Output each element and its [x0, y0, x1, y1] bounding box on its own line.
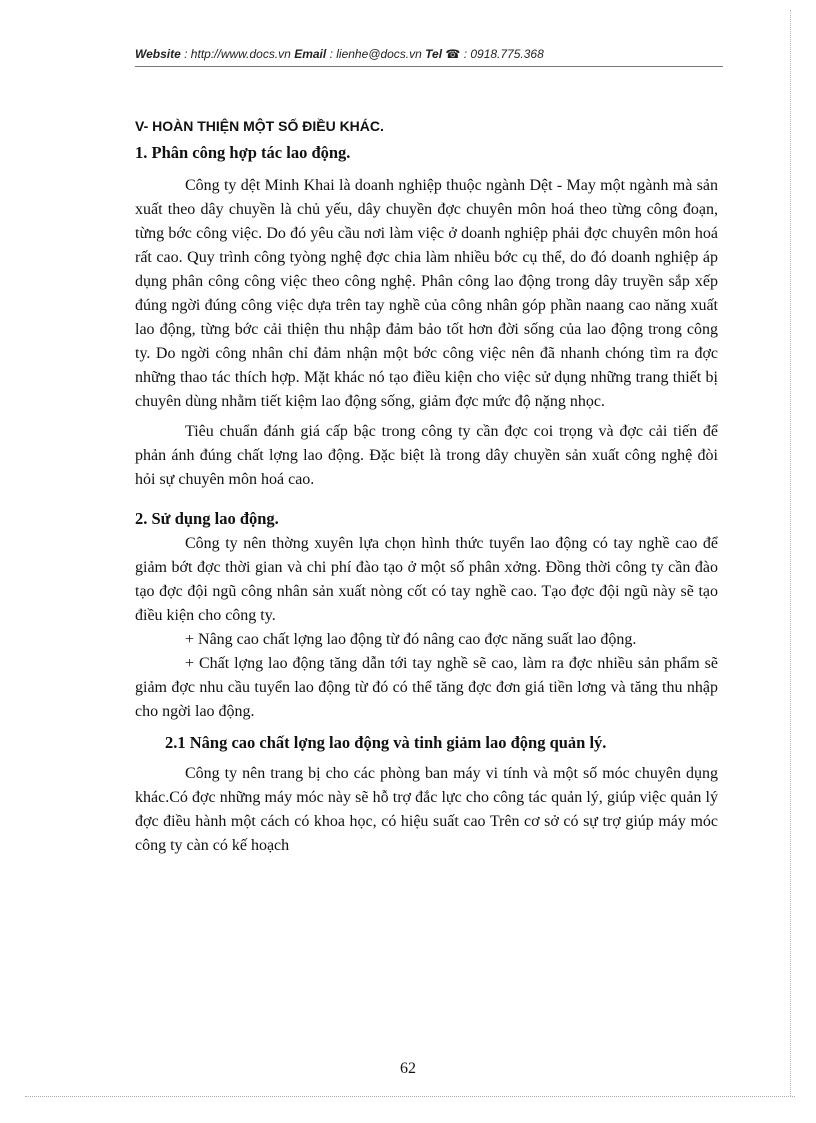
header-divider — [135, 66, 723, 67]
page-bottom-border — [25, 1096, 795, 1097]
paragraph: Tiêu chuẩn đánh giá cấp bậc trong công ty cần đợc coi trọng và đợc cải tiến để phản ánh đúng chất lợng lao động. Đặc biệt là trong dây chuyền sản xuất công nghệ đòi hỏi sự chuyên môn hoá cao. — [135, 423, 718, 488]
subsection-2-heading: 2. Sử dụng lao động. — [135, 509, 279, 528]
website-label: Website — [135, 47, 181, 61]
document-body — [135, 118, 718, 858]
paragraph: Công ty nên thờng xuyên lựa chọn hình thức tuyển lao động có tay nghề cao để giảm bớt đợc thời gian và chi phí đào tạo ở một số phân xởng. Đồng thời công ty cần đào tạo đợc đội ngũ công nhân sản xuất nòng cốt có tay nghề cao. Tạo đợc đội ngũ này sẽ tạo điều kiện cho công ty. — [135, 535, 718, 624]
paragraph: Công ty dệt Minh Khai là doanh nghiệp thuộc ngành Dệt - May một ngành mà sản xuất theo dây chuyền là chủ yếu, dây chuyền đợc chuyên môn hoá theo từng công đoạn, từng bớc công việc. Do đó yêu cầu nơi làm việc ở doanh nghiệp phải đợc chuyên môn hoá rất cao. Quy trình công tyòng nghệ đợc chia làm nhiều bớc cụ thể, do đó doanh nghiệp áp dụng phân công công việc theo công nghệ. Phân công lao động trong dây truyền sắp xếp đúng ngời đúng công việc dựa trên tay nghề của công nhân góp phần naang cao năng xuất lao động, từng bớc cải thiện thu nhập đảm bảo tốt hơn đời sống của lao động trong công ty. Do ngời công nhân chỉ đảm nhận một bớc công việc nên đã nhanh chóng tìm ra đợc những thao tác thích hợp. Mặt khác nó tạo điều kiện cho việc sử dụng những trang thiết bị chuyên dùng nhằm tiết kiệm lao động sống, giảm đợc mức độ nặng nhọc. — [135, 177, 718, 410]
page-right-border — [790, 10, 791, 1096]
email-value: : lienhe@docs.vn — [329, 47, 422, 61]
tel-value: : 0918.775.368 — [463, 47, 544, 61]
tel-label: Tel — [425, 47, 443, 61]
paragraph: Công ty nên trang bị cho các phòng ban máy vi tính và một số móc chuyên dụng khác.Có đợc những máy móc này sẽ hỗ trợ đắc lực cho công tác quản lý, giúp việc quản lý đợc điều hành một cách có khoa học, có hiệu suất cao Trên cơ sở có sự trợ giúp máy móc công ty càn có kế hoạch — [135, 765, 718, 854]
subsection-2-1-heading: 2.1 Nâng cao chất lợng lao động và tinh giảm lao động quản lý. — [165, 733, 607, 752]
page-header — [135, 47, 723, 61]
section-title: V- HOÀN THIỆN MỘT SỐ ĐIỀU KHÁC. — [135, 118, 384, 134]
paragraph: + Nâng cao chất lợng lao động từ đó nâng cao đợc năng suất lao động. — [185, 631, 637, 648]
website-value: : http://www.docs.vn — [184, 47, 291, 61]
page-number: 62 — [400, 1060, 416, 1077]
paragraph: + Chất lợng lao động tăng dẫn tới tay nghề sẽ cao, làm ra đợc nhiều sản phẩm sẽ giảm đợc nhu cầu tuyển lao động từ đó có thể tăng đợc đơn giá tiền lơng và tăng thu nhập cho ngời lao động. — [135, 655, 718, 720]
email-label: Email — [294, 47, 327, 61]
phone-icon: ☎ — [445, 47, 461, 61]
subsection-1-heading: 1. Phân công hợp tác lao động. — [135, 143, 351, 162]
